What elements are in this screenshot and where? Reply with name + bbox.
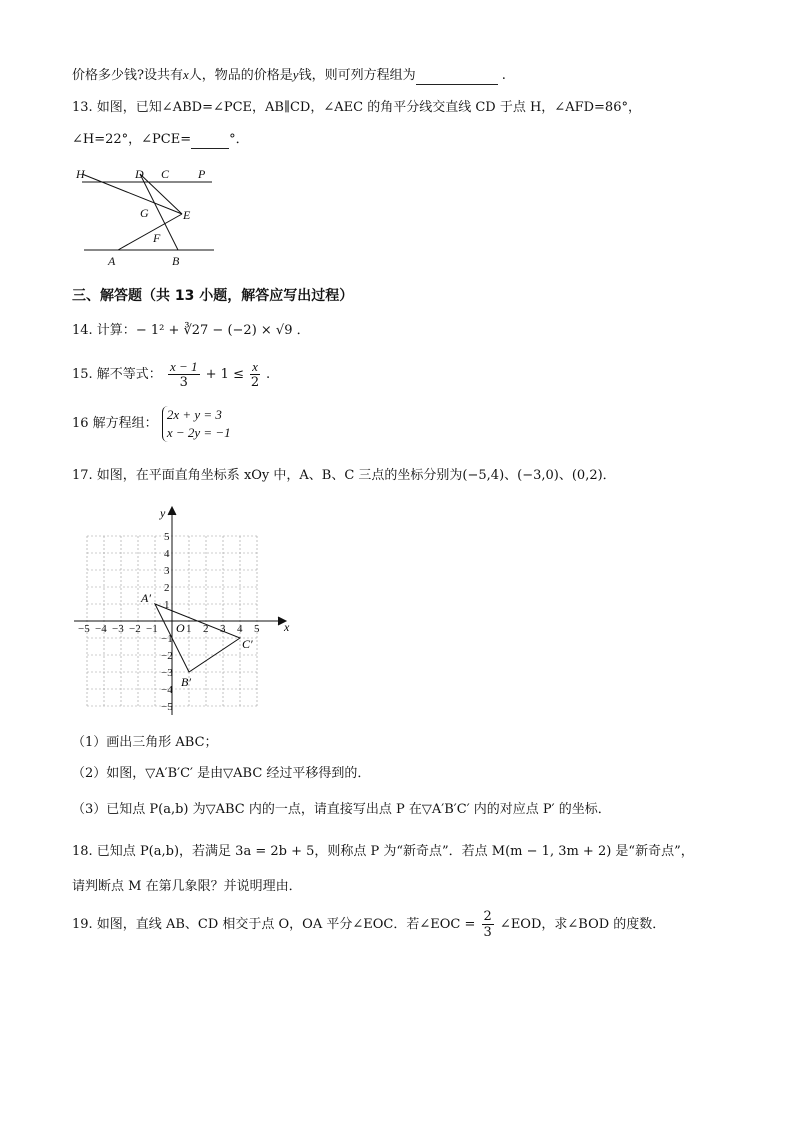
x-tick-label: 1 bbox=[186, 623, 192, 635]
y-tick-label: −3 bbox=[161, 667, 173, 679]
y-tick-label: −2 bbox=[161, 650, 173, 662]
label-C: C bbox=[161, 167, 170, 181]
q18-line1: 18. 已知点 P(a,b)，若满足 3a = 2b + 5，则称点 P 为“新奇点”．若点 M(m − 1, 3m + 2) 是“新奇点”， bbox=[72, 844, 694, 859]
label-D: D bbox=[135, 167, 144, 181]
q13-figure bbox=[74, 164, 224, 272]
y-tick-label: −4 bbox=[161, 684, 173, 696]
q17-line: 17. 如图，在平面直角坐标系 xOy 中，A、B、C 三点的坐标分别为(−5,4)、(−3,0)、(0,2)． bbox=[72, 468, 616, 483]
q19: 19. 如图，直线 AB、CD 相交于点 O，OA 平分∠EOC．若∠EOC = $\frac{2}{3}$ ∠EOD，求∠BOD 的度数． bbox=[72, 909, 666, 940]
q17-coordinate-grid bbox=[72, 505, 292, 720]
q17-sub3: （3）已知点 P(a,b) 为▽ABC 内的一点，请直接写出点 P 在▽A′B′C′ 内的对应点 P′ 的坐标． bbox=[72, 802, 611, 817]
q16: 16 解方程组： 2x + y = 3 x − 2y = −1 bbox=[72, 406, 231, 440]
label-B: B bbox=[172, 254, 180, 268]
y-tick-label: 2 bbox=[164, 582, 170, 594]
q13-line2: ∠H=22°，∠PCE= °． bbox=[72, 132, 249, 147]
x-tick-label: −3 bbox=[112, 623, 124, 635]
point-label: B′ bbox=[181, 675, 191, 689]
q18-line2: 请判断点 M 在第几象限？并说明理由． bbox=[72, 879, 302, 894]
y-tick-label: 3 bbox=[164, 565, 170, 577]
point-label: C′ bbox=[242, 637, 253, 651]
q15: 15. 解不等式： $\frac{x - 1}{3}$ + 1 ≤ $\frac{x}{2}$ . bbox=[72, 359, 271, 390]
y-tick-label: 5 bbox=[164, 531, 170, 543]
point-label: A′ bbox=[141, 591, 151, 605]
y-axis-label: y bbox=[160, 506, 166, 520]
label-H: H bbox=[76, 167, 85, 181]
q17-sub2: （2）如图，▽A′B′C′ 是由▽ABC 经过平移得到的． bbox=[72, 766, 371, 781]
x-tick-label: 2 bbox=[203, 623, 209, 635]
q12-tail: 价格多少钱?设共有x人，物品的价格是y钱，则可列方程组为 . bbox=[72, 67, 506, 83]
x-tick-label: 3 bbox=[220, 623, 226, 635]
label-A: A bbox=[108, 254, 116, 268]
y-tick-label: −5 bbox=[161, 701, 173, 713]
section-title: 三、解答题（共 13 小题，解答应写出过程） bbox=[72, 288, 354, 304]
q17-sub1: （1）画出三角形 ABC； bbox=[72, 735, 218, 750]
origin-label: O bbox=[176, 621, 185, 635]
answer-blank[interactable] bbox=[191, 134, 229, 149]
answer-blank[interactable] bbox=[416, 70, 498, 85]
x-axis-label: x bbox=[284, 620, 290, 634]
x-tick-label: −5 bbox=[78, 623, 90, 635]
label-E: E bbox=[183, 208, 191, 222]
x-tick-label: 4 bbox=[237, 623, 243, 635]
x-tick-label: −2 bbox=[129, 623, 141, 635]
y-tick-label: 4 bbox=[164, 548, 170, 560]
x-tick-label: 5 bbox=[254, 623, 260, 635]
x-tick-label: −4 bbox=[95, 623, 107, 635]
y-tick-label: 1 bbox=[164, 599, 170, 611]
label-F: F bbox=[153, 231, 161, 245]
label-G: G bbox=[140, 206, 149, 220]
x-tick-label: −1 bbox=[146, 623, 158, 635]
q13-line1: 13. 如图，已知∠ABD=∠PCE，AB∥CD，∠AEC 的角平分线交直线 CD 于点 H，∠AFD=86°， bbox=[72, 100, 641, 115]
label-P: P bbox=[198, 167, 206, 181]
q14: 14. 计算：− 1² + ∛27 − (−2) × √9 ． bbox=[72, 323, 310, 338]
y-tick-label: −1 bbox=[161, 633, 173, 645]
